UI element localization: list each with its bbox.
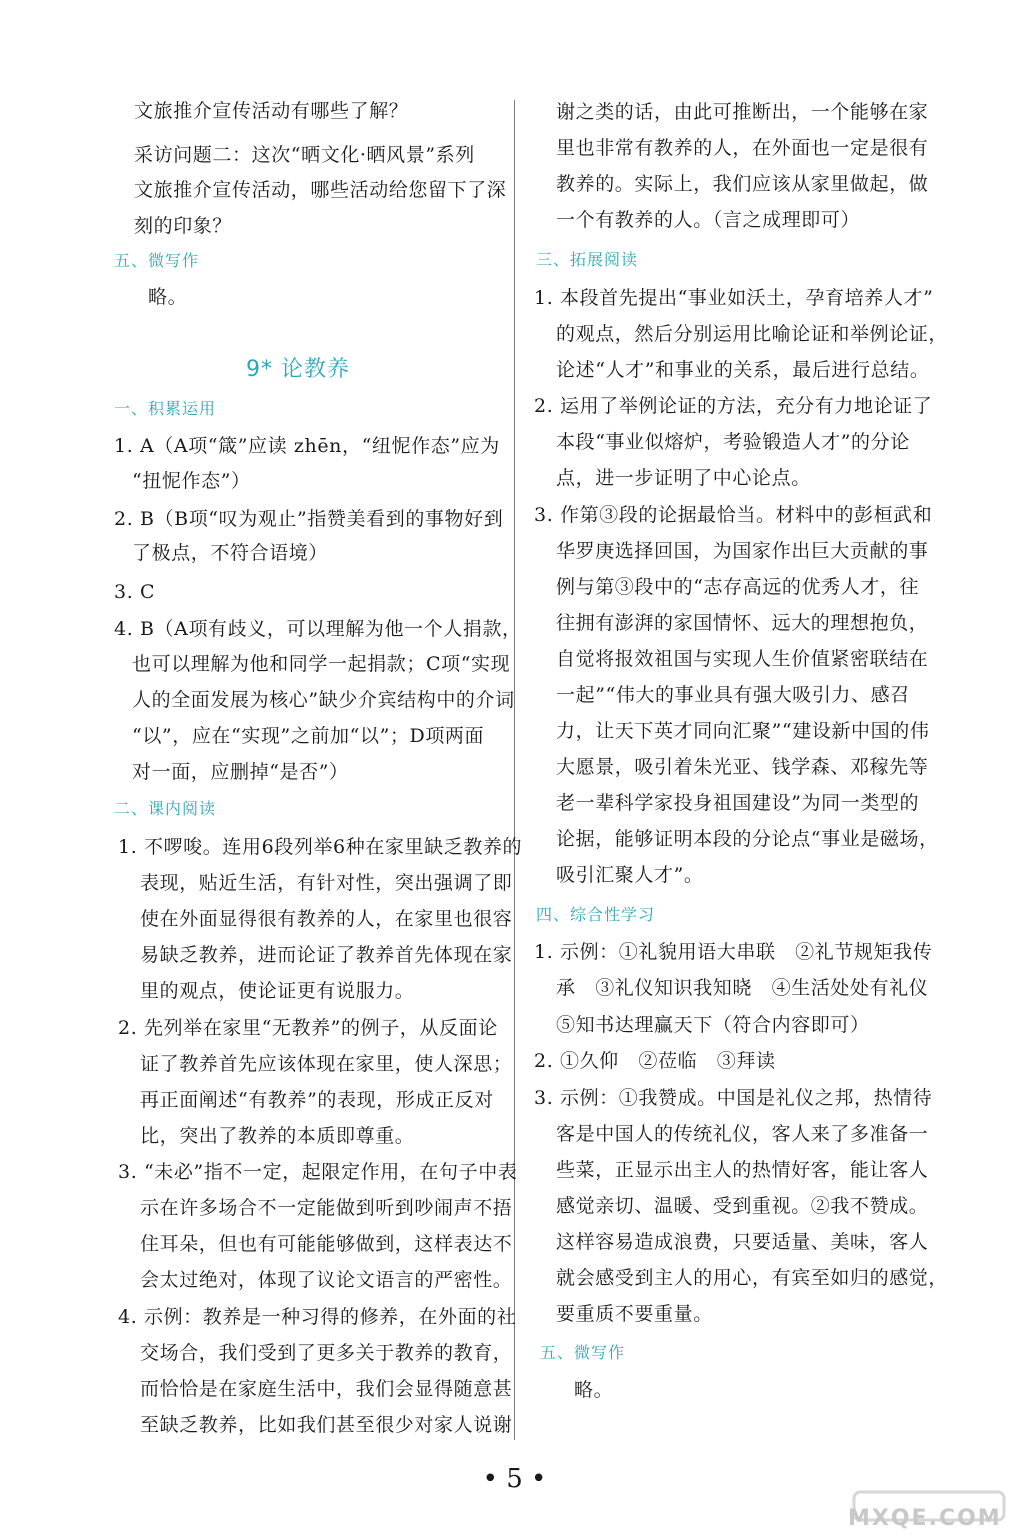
section-heading: 四、综合性学习	[536, 905, 656, 924]
text-line: 里也非常有教养的人，在外面也一定是很有	[556, 137, 929, 159]
text-line: 本段“事业似熔炉，考验锻造人才”的分论	[556, 431, 910, 453]
page-number: • 5 •	[482, 1464, 547, 1494]
lesson-title: 9* 论教养	[246, 357, 350, 382]
text-line: 交场合，我们受到了更多关于教养的教育，	[140, 1342, 513, 1364]
text-line: 示在许多场合不一定能做到听到吵闹声不捂	[140, 1197, 513, 1219]
text-line: 这样容易造成浪费，只要适量、美味，客人	[556, 1231, 929, 1253]
text-line: 2. B（B项“叹为观止”指赞美看到的事物好到	[114, 508, 504, 530]
text-line: 易缺乏教养，进而论证了教养首先体现在家	[140, 944, 513, 966]
text-line: 客是中国人的传统礼仪，客人来了多准备一	[556, 1123, 929, 1145]
text-line: 采访问题二：这次“晒文化·晒风景”系列	[134, 144, 475, 166]
text-line: 1. 示例：①礼貌用语大串联 ②礼节规矩我传	[534, 941, 933, 963]
text-line: 文旅推介宣传活动，哪些活动给您留下了深	[134, 179, 507, 201]
text-line: 而恰恰是在家庭生活中，我们会显得随意甚	[140, 1378, 513, 1400]
text-line: 一个有教养的人。（言之成理即可）	[556, 209, 861, 231]
text-line: “扭怩作态”）	[132, 470, 251, 492]
text-line: 点，进一步证明了中心论点。	[556, 467, 811, 489]
text-line: 2. 先列举在家里“无教养”的例子，从反面论	[118, 1017, 498, 1039]
text-line: 例与第③段中的“志存高远的优秀人才，往	[556, 576, 920, 598]
text-line: 会太过绝对，体现了议论文语言的严密性。	[140, 1269, 513, 1291]
text-line: 力，让天下英才同向汇聚”“建设新中国的伟	[556, 720, 930, 742]
text-line: 3. C	[114, 581, 156, 603]
text-line: 感觉亲切、温暖、受到重视。②我不赞成。	[556, 1195, 929, 1217]
text-line: 至缺乏教养，比如我们甚至很少对家人说谢	[140, 1414, 513, 1436]
text-line: 大愿景，吸引着朱光亚、钱学森、邓稼先等	[556, 756, 929, 778]
text-line: 略。	[574, 1379, 614, 1401]
text-line: 的观点，然后分别运用比喻论证和举例论证，	[556, 323, 949, 345]
text-line: 一起”“伟大的事业具有强大吸引力、感召	[556, 684, 910, 706]
text-line: “以”，应在“实现”之前加“以”；D项两面	[132, 725, 485, 747]
text-line: 就会感受到主人的用心，有宾至如归的感觉，	[556, 1267, 949, 1289]
text-line: 吸引汇聚人才”。	[556, 864, 704, 886]
text-line: ⑤知书达理赢天下（符合内容即可）	[556, 1014, 870, 1036]
text-line: 自觉将报效祖国与实现人生价值紧密联结在	[556, 648, 929, 670]
text-line: 论据，能够证明本段的分论点“事业是磁场，	[556, 828, 939, 850]
text-line: 论述“人才”和事业的关系，最后进行总结。	[556, 359, 930, 381]
text-line: 华罗庚选择回国，为国家作出巨大贡献的事	[556, 540, 929, 562]
text-line: 3. 作第③段的论据最恰当。材料中的彭桓武和	[534, 504, 933, 526]
text-line: 承 ③礼仪知识我知晓 ④生活处处有礼仪	[556, 977, 929, 999]
section-heading: 三、拓展阅读	[536, 250, 639, 269]
section-heading: 五、微写作	[540, 1343, 626, 1362]
text-line: 住耳朵，但也有可能能够做到，这样表达不	[140, 1233, 513, 1255]
text-line: 些菜，正显示出主人的热情好客，能让客人	[556, 1159, 929, 1181]
text-line: 略。	[148, 286, 188, 308]
watermark-text: MXQE.COM	[848, 1506, 1002, 1531]
text-line: 再正面阐述“有教养”的表现，形成正反对	[140, 1089, 494, 1111]
section-heading: 一、积累运用	[114, 399, 217, 418]
text-line: 对一面，应删掉“是否”）	[132, 761, 349, 783]
section-heading: 二、课内阅读	[114, 799, 217, 818]
text-line: 比，突出了教养的本质即尊重。	[140, 1125, 415, 1147]
text-line: 1. 本段首先提出“事业如沃土，孕育培养人才”	[534, 287, 934, 309]
text-line: 里的观点，使论证更有说服力。	[140, 980, 415, 1002]
text-line: 4. 示例：教养是一种习得的修养，在外面的社	[118, 1306, 517, 1328]
text-line: 使在外面显得很有教养的人，在家里也很容	[140, 908, 513, 930]
text-line: 4. B（A项有歧义，可以理解为他一个人捐款，	[114, 618, 522, 640]
text-line: 表现，贴近生活，有针对性，突出强调了即	[140, 872, 513, 894]
column-divider	[514, 100, 515, 1440]
text-line: 教养的。实际上，我们应该从家里做起，做	[556, 173, 929, 195]
text-line: 2. 运用了举例论证的方法，充分有力地论证了	[534, 395, 933, 417]
text-line: 文旅推介宣传活动有哪些了解？	[134, 100, 409, 122]
text-line: 要重质不要重量。	[556, 1303, 713, 1325]
text-line: 证了教养首先应该体现在家里，使人深思；	[140, 1053, 513, 1075]
text-line: 也可以理解为他和同学一起捐款；C项“实现	[132, 653, 511, 675]
text-line: 老一辈科学家投身祖国建设”为同一类型的	[556, 792, 920, 814]
text-line: 刻的印象？	[134, 215, 233, 237]
text-line: 2. ①久仰 ②莅临 ③拜读	[534, 1050, 776, 1072]
text-line: 了极点，不符合语境）	[132, 542, 329, 564]
text-line: 人的全面发展为核心”缺少介宾结构中的介词	[132, 689, 515, 711]
text-line: 3. “未必”指不一定，起限定作用，在句子中表	[118, 1161, 518, 1183]
text-line: 往拥有澎湃的家国情怀、远大的理想抱负，	[556, 612, 929, 634]
section-heading: 五、微写作	[114, 251, 200, 270]
text-line: 1. A（A项“箴”应读 zhēn，“纽怩作态”应为	[114, 435, 500, 457]
text-line: 谢之类的话，由此可推断出，一个能够在家	[556, 101, 929, 123]
text-line: 3. 示例：①我赞成。中国是礼仪之邦，热情待	[534, 1087, 933, 1109]
text-line: 1. 不啰唆。连用6段列举6种在家里缺乏教养的	[118, 836, 523, 858]
